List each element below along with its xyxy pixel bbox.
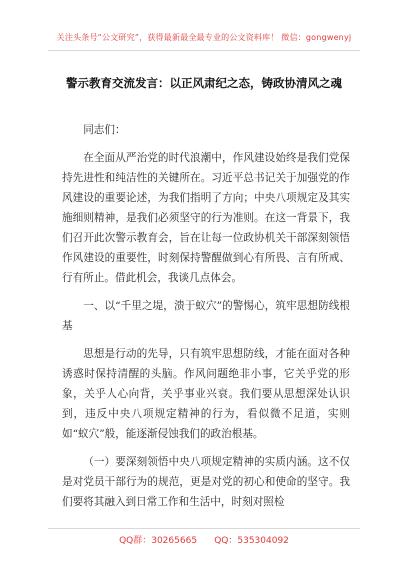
header-divider: [48, 50, 360, 51]
subsection-paragraph: （一）要深刻领悟中央八项规定精神的实质内涵。这不仅是对党员干部行为的规范，更是对党的初心和使命的坚守。我们要将其融入到日常工作和生活中，时刻对照检: [62, 456, 350, 508]
footer-divider: [48, 528, 360, 529]
header-banner: 关注头条号“公文研究”，获得最新最全最专业的公文资料库！ 微信：gongwenyj: [56, 33, 352, 42]
section-heading: 一、以“千里之堤，溃于蚁穴”的警惕心，筑牢思想防线根基: [62, 300, 350, 332]
document-title: 警示教育交流发言：以正风肃纪之态，铸政协清风之魂: [66, 76, 342, 90]
document-body: [62, 120, 350, 520]
body-paragraph: 在全面从严治党的时代浪潮中，作风建设始终是我们党保持先进性和纯洁性的关键所在。习近平总书记关于加强党的作风建设的重要论述，为我们指明了方向；中央八项规定及其实施细则精神，是我们必须坚守的行为准则。在这一背景下，我们召开此次警示教育会，旨在让每一位政协机关干部深刻领悟作风建设的重要性，时刻保持警醒做到心有所畏、言有所戒、行有所止。借此机会，我谈几点体会。: [62, 152, 350, 284]
footer-contact: QQ群：30265665 QQ：535304092: [119, 536, 289, 546]
body-paragraph: 思想是行动的先导，只有筑牢思想防线，才能在面对各种诱惑时保持清醒的头脑。作风问题绝非小事，它关乎党的形象，关乎人心向背，关乎事业兴衰。我们要从思想深处认识到，违反中央八项规定精神的行为，看似微不足道，实则如“蚁穴”般，能逐渐侵蚀我们的政治根基。: [62, 348, 350, 440]
salutation: 同志们：: [83, 124, 126, 136]
